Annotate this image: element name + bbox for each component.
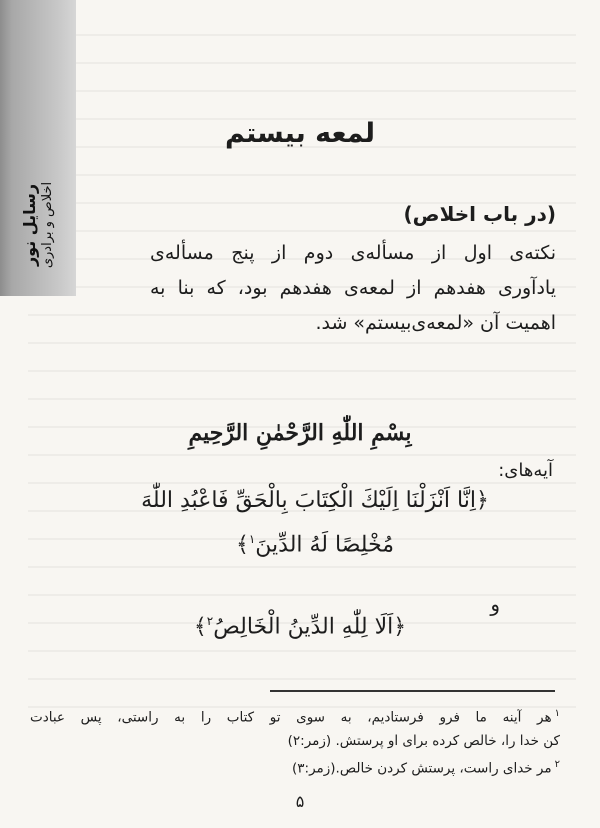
verse-close-bracket: ﴾ [235, 532, 249, 558]
book-subtitle: اخلاص و برادری [40, 181, 55, 269]
verse-1-line-1: ﴿اِنَّا اَنْزَلْنَا اِلَيْكَ الْكِتَابَ بِالْحَقِّ فَاعْبُدِ اللّٰهَ [141, 488, 489, 513]
verse-1-line-2 [180, 532, 450, 557]
footnote-1-line-1 [30, 702, 560, 730]
page-number: ۵ [295, 792, 305, 811]
chapter-title: لمعه بیستم [224, 118, 376, 149]
verse-2-text: ﴿اَلَا لِلّٰهِ الدِّينُ الْخَالِصُ [213, 614, 407, 640]
footnote-number: ٢ [554, 758, 560, 770]
running-head [20, 182, 56, 268]
ayah-label: آیه‌های: [498, 460, 553, 481]
book-title: رسایل نور [20, 183, 39, 267]
paragraph-line: یادآوری هفدهم از لمعه‌ی هفدهم بود، که بنا به [150, 277, 556, 299]
footnote-ref-1[interactable]: ١ [248, 532, 256, 546]
verse-1-text: مُخْلِصًا لَهُ الدِّينَ [255, 532, 395, 558]
section-heading: (در باب اخلاص) [403, 202, 556, 226]
footnotes [30, 702, 560, 780]
paragraph-line: نکته‌ی اول از مسأله‌ی دوم از پنج مسأله‌ی [150, 242, 556, 264]
footnote-number: ١ [554, 708, 560, 719]
footnote-text: هر آینه ما فرو فرستادیم، به سوی تو کتاب را به راستی، پس عبادت [30, 709, 552, 726]
paragraph-line: اهمیت آن «لمعه‌ی‌بیستم» شد. [315, 312, 556, 334]
basmala: بِسْمِ اللّٰهِ الرَّحْمٰنِ الرَّحِيمِ [188, 420, 412, 446]
verse-close-bracket: ﴾ [193, 614, 207, 640]
footnote-1-line-2: کن خدا را، خالص کرده برای او پرستش. (زمر:٢) [287, 732, 560, 749]
footnote-ref-2[interactable]: ٢ [206, 614, 214, 628]
footnote-2-line-1 [30, 753, 560, 781]
verse-2 [150, 614, 450, 639]
footnote-divider [270, 690, 555, 692]
footnote-text: مر خدای راست، پرستش کردن خالص.(زمر:٣) [291, 760, 552, 776]
running-head-tab [0, 0, 76, 296]
conjunction: و [490, 592, 500, 616]
intro-paragraph [150, 236, 556, 341]
